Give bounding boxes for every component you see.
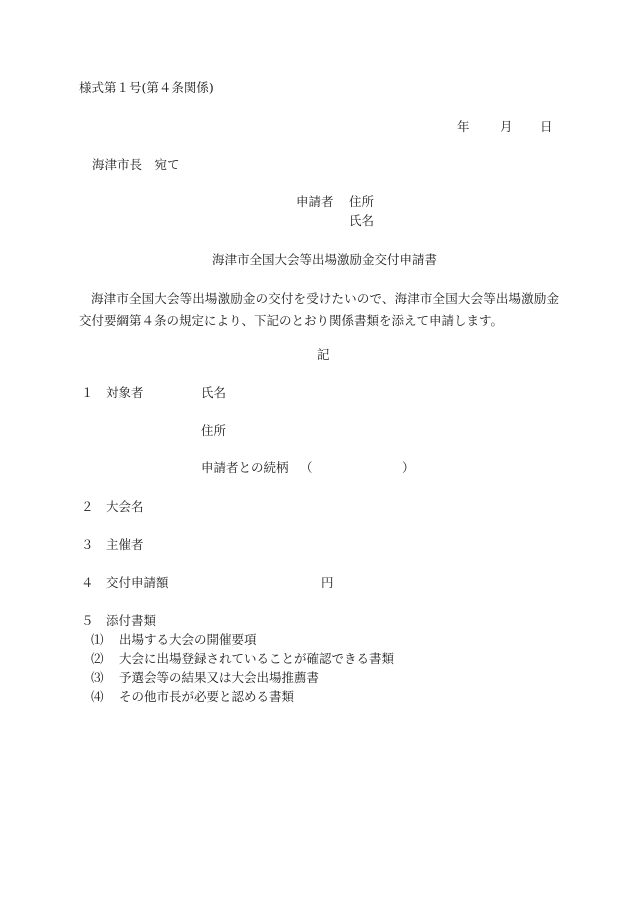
item1-address-label: 住所 <box>201 423 227 438</box>
date-year-label: 年 <box>457 119 470 134</box>
item1-relation-paren-close: ） <box>402 460 415 475</box>
date-month-label: 月 <box>500 119 513 134</box>
item5-number: ５ <box>81 613 94 628</box>
applicant-label: 申請者 <box>296 194 334 209</box>
attachment-text: その他市長が必要と認める書類 <box>119 689 295 704</box>
item1-name-label: 氏名 <box>201 385 227 400</box>
item5-label: 添付書類 <box>106 613 157 628</box>
item4-unit: 円 <box>321 575 334 590</box>
attachment-number: ⑶ <box>91 670 104 685</box>
applicant-address-label: 住所 <box>349 194 375 209</box>
attachment-text: 大会に出場登録されていることが確認できる書類 <box>119 651 395 666</box>
item3-number: ３ <box>81 537 94 552</box>
attachment-number: ⑷ <box>91 689 104 704</box>
addressee: 海津市長 宛て <box>92 157 180 172</box>
item1-number: １ <box>81 385 94 400</box>
item1-relation-paren-open: （ <box>300 460 313 475</box>
item1-relation-label: 申請者との続柄 <box>201 460 289 475</box>
item2-number: ２ <box>81 499 94 514</box>
item1-label: 対象者 <box>106 385 144 400</box>
form-number: 様式第１号(第４条関係) <box>79 80 214 95</box>
attachment-number: ⑴ <box>91 632 104 647</box>
item2-label: 大会名 <box>106 499 144 514</box>
item4-label: 交付申請額 <box>106 575 169 590</box>
attachment-text: 出場する大会の開催要項 <box>119 632 257 647</box>
date-day-label: 日 <box>540 119 553 134</box>
body-paragraph: 海津市全国大会等出場激励金の交付を受けたいので、海津市全国大会等出場激励金交付要綱第４条の規定により、下記のとおり関係書類を添えて申請します。 <box>79 291 559 328</box>
item4-number: ４ <box>81 575 94 590</box>
attachment-number: ⑵ <box>91 651 104 666</box>
applicant-name-label: 氏名 <box>349 213 375 228</box>
ki-heading: 記 <box>317 347 330 362</box>
document-title: 海津市全国大会等出場激励金交付申請書 <box>212 252 438 267</box>
item3-label: 主催者 <box>106 537 144 552</box>
attachment-text: 予選会等の結果又は大会出場推薦書 <box>119 670 320 685</box>
